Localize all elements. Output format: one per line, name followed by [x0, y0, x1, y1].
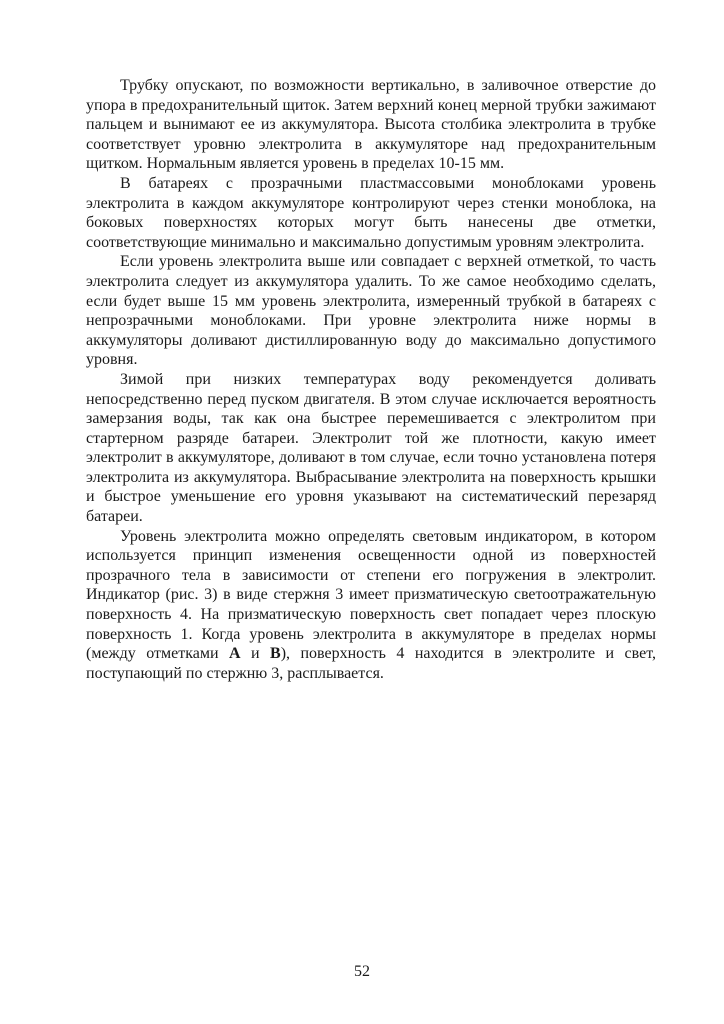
paragraph-2: В батареях с прозрачными пластмассовыми моноблоками уровень электролита в каждом аккумуляторе контролируют через стенки моноблока, на боковых поверхностях которых могут быть нанесены две отметки, соответствующие минимально и максимально допустимым уровням электролита. [86, 174, 656, 251]
paragraph-5-text-a: Уровень электролита можно определять световым индикатором, в котором используется принцип изменения освещенности одной из поверхностей прозрачного тела в зависимости от степени его погружения в электролит. Индикатор (рис. 3) в виде стержня 3 имеет призматическую светоотражательную поверхность 4. На призматическую поверхность свет попадает через плоскую поверхность 1. Когда уровень электролита в аккумуляторе в пределах нормы (между отметками [86, 527, 656, 663]
paragraph-5 [86, 527, 656, 684]
body-text [86, 76, 656, 683]
paragraph-4: Зимой при низких температурах воду рекомендуется доливать непосредственно перед пуском двигателя. В этом случае исключается вероятность замерзания воды, так как она быстрее перемешивается с электролитом при стартерном разряде батареи. Электролит той же плотности, какую имеет электролит в аккумуляторе, доливают в том случае, если точно установлена потеря электролита из аккумулятора. Выбрасывание электролита на поверхность крышки и быстрое уменьшение его уровня указывают на систематический перезаряд батареи. [86, 370, 656, 526]
paragraph-3: Если уровень электролита выше или совпадает с верхней отметкой, то часть электролита следует из аккумулятора удалить. То же самое необходимо сделать, если будет выше 15 мм уровень электролита, измеренный трубкой в батареях с непрозрачными моноблоками. При уровне электролита ниже нормы в аккумуляторы доливают дистиллированную воду до максимально допустимого уровня. [86, 253, 656, 369]
paragraph-5-text-b: и [240, 645, 271, 663]
mark-b-label: В [270, 645, 281, 663]
page-number: 52 [354, 963, 370, 980]
paragraph-5-text-c: ), поверхность 4 находится в электролите и свет, поступающий по стержню 3, расплывается. [86, 645, 657, 682]
mark-a-label: А [228, 645, 241, 663]
paragraph-1: Трубку опускают, по возможности вертикально, в заливочное отверстие до упора в предохранительный щиток. Затем верхний конец мерной трубки зажимают пальцем и вынимают ее из аккумулятора. Высота столбика электролита в трубке соответствует уровню электролита в аккумуляторе над предохранительным щитком. Нормальным является уровень в пределах 10-15 мм. [86, 77, 656, 173]
